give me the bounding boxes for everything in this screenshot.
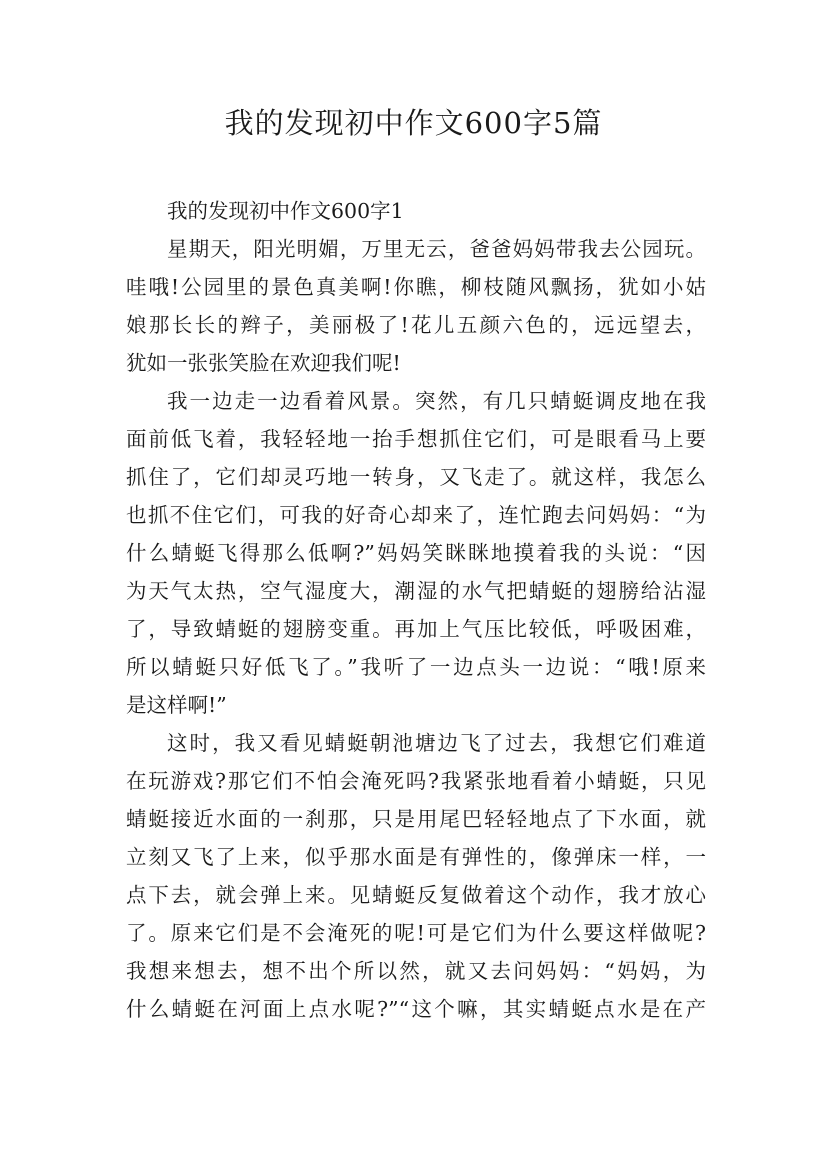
paragraph-line: 为天气太热，空气湿度大，潮湿的水气把蜻蜓的翅膀给沾湿 (126, 579, 706, 603)
paragraph-line: 是这样啊!” (126, 693, 227, 717)
section-heading: 我的发现初中作文600字1 (167, 199, 404, 223)
paragraph-line: 面前低飞着，我轻轻地一抬手想抓住它们，可是眼看马上要 (126, 427, 706, 451)
document-title: 我的发现初中作文600字5篇 (224, 106, 603, 140)
paragraph-line: 点下去，就会弹上来。见蜻蜓反复做着这个动作，我才放心 (126, 883, 706, 907)
paragraph-line: 我想来想去，想不出个所以然，就又去问妈妈：“妈妈，为 (126, 959, 706, 983)
paragraph-line: 也抓不住它们，可我的好奇心却来了，连忙跑去问妈妈：“为 (126, 503, 706, 527)
paragraph-line: 星期天，阳光明媚，万里无云，爸爸妈妈带我去公园玩。 (167, 237, 706, 261)
paragraph-line: 娘那长长的辫子，美丽极了!花儿五颜六色的，远远望去， (126, 313, 706, 337)
paragraph-line: 这时，我又看见蜻蜓朝池塘边飞了过去，我想它们难道 (167, 731, 706, 755)
paragraph-line: 我一边走一边看着风景。突然，有几只蜻蜓调皮地在我 (167, 389, 706, 413)
paragraph-line: 犹如一张张笑脸在欢迎我们呢! (126, 351, 401, 375)
paragraph-line: 在玩游戏?那它们不怕会淹死吗?我紧张地看着小蜻蜓，只见 (126, 769, 706, 793)
paragraph-line: 哇哦!公园里的景色真美啊!你瞧，柳枝随风飘扬，犹如小姑 (126, 275, 706, 299)
paragraph-line: 所以蜻蜓只好低飞了。”我听了一边点头一边说：“哦!原来 (126, 655, 706, 679)
paragraph-line: 蜻蜓接近水面的一刹那，只是用尾巴轻轻地点了下水面，就 (126, 807, 706, 831)
paragraph-line: 抓住了，它们却灵巧地一转身，又飞走了。就这样，我怎么 (126, 465, 706, 489)
paragraph-line: 了，导致蜻蜓的翅膀变重。再加上气压比较低，呼吸困难， (126, 617, 706, 641)
paragraph-line: 立刻又飞了上来，似乎那水面是有弹性的，像弹床一样，一 (126, 845, 706, 869)
paragraph-line: 了。原来它们是不会淹死的呢!可是它们为什么要这样做呢? (126, 921, 706, 945)
paragraph-line: 什么蜻蜓飞得那么低啊?”妈妈笑眯眯地摸着我的头说：“因 (126, 541, 706, 565)
document-body (126, 192, 706, 1028)
paragraph-line: 什么蜻蜓在河面上点水呢?”“这个嘛，其实蜻蜓点水是在产 (126, 997, 706, 1021)
